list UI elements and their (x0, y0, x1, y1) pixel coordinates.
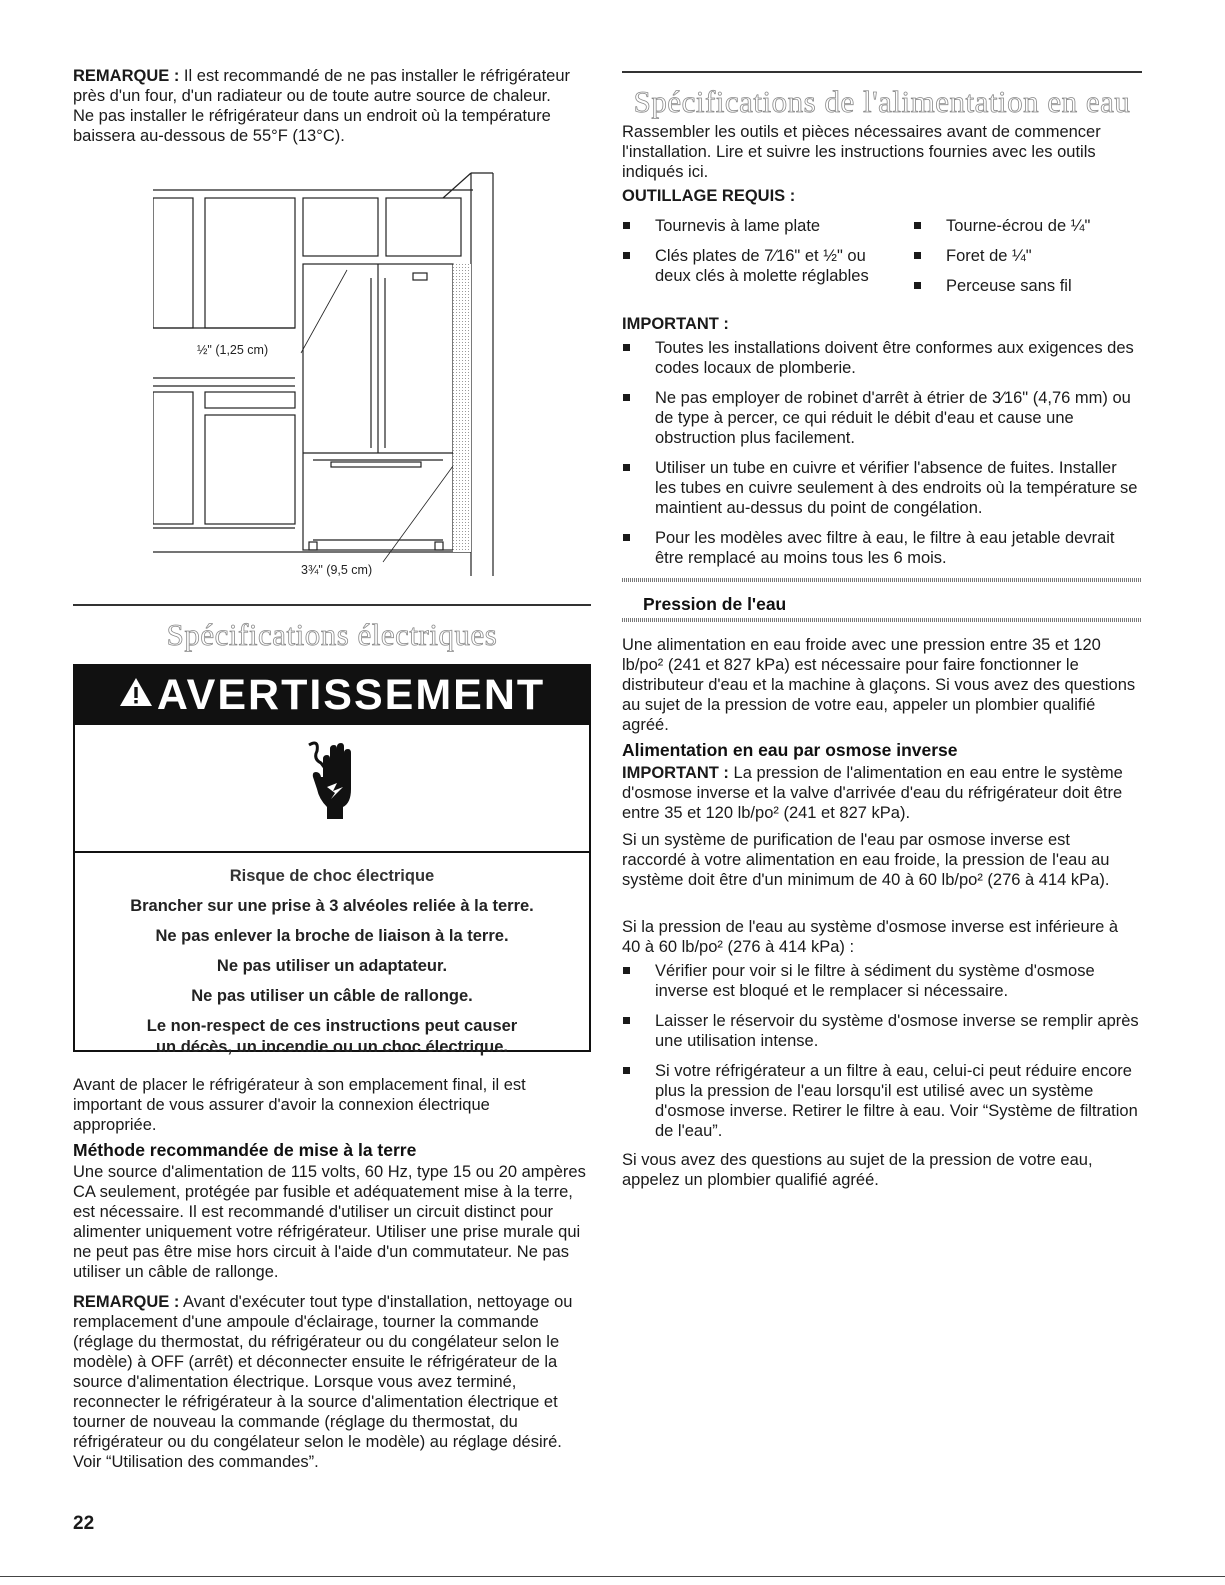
list-item: Tourne-écrou de ¼" (913, 216, 1143, 236)
warning-box (73, 664, 591, 1056)
list-item: Si votre réfrigérateur a un filtre à eau, celui-ci peut réduire encore plus la pression de l'eau lorsqu'il est utilisé avec un système d'osmose inverse. Retirer le filtre à eau. Voir “Système de filtration de l'eau”. (622, 1061, 1142, 1141)
pressure-rule-top (622, 578, 1142, 582)
closing-paragraph: Si vous avez des questions au sujet de la pression de votre eau, appelez un plombier qualifié agréé. (622, 1151, 1093, 1189)
list-item: Ne pas employer de robinet d'arrêt à étrier de 3⁄16" (4,76 mm) ou de type à percer, ce qui réduit le débit d'eau et cause une obstruction plus facilement. (622, 388, 1142, 448)
warning-header-text: AVERTISSEMENT (156, 671, 546, 719)
warning-consequence-line-2: un décès, un incendie ou un choc électrique. (155, 1038, 509, 1056)
important-list (622, 338, 1142, 568)
ro-important-text: La pression de l'alimentation en eau entre le système d'osmose inverse et la valve d'arrivée d'eau du réfrigérateur doit être entre 35 et 120 lb/po² (241 et 827 kPa). (622, 764, 1123, 822)
ro-list (622, 961, 1142, 1141)
list-item: Foret de ¼" (913, 246, 1143, 266)
tools-heading: OUTILLAGE REQUIS : (622, 187, 796, 205)
remark-text: Il est recommandé de ne pas installer le réfrigérateur près d'un four, d'un radiateur ou de toute autre source de chaleur. Ne pas installer le réfrigérateur dans un endroit où la température baissera au-dessous de 55°F (13°C). (73, 67, 571, 145)
water-section-title: Spécifications de l'alimentation en eau (633, 84, 1131, 119)
list-item: Clés plates de 7⁄16" et ½" ou deux clés à molette réglables (622, 246, 900, 286)
warning-line: Ne pas enlever la broche de liaison à la terre. (155, 927, 509, 945)
warning-line: Ne pas utiliser un câble de rallonge. (191, 987, 473, 1005)
electrical-section-title: Spécifications électriques (166, 617, 498, 652)
pressure-text: Une alimentation en eau froide avec une pression entre 35 et 120 lb/po² (241 et 827 kPa) est nécessaire pour faire fonctionner le distributeur d'eau et la machine à glaçons. Si vous avez des questions au sujet de la pression de votre eau, appeler un plombier qualifié agréé. (622, 636, 1136, 734)
ro-paragraph-1: Si un système de purification de l'eau par osmose inverse est raccordé à votre alimentation en eau froide, la pression de l'eau au système doit être d'un minimum de 40 à 60 lb/po² (276 à 414 kPa). (622, 831, 1110, 889)
section-divider (622, 71, 1142, 73)
list-item: Toutes les installations doivent être conformes aux exigences des codes locaux de plomberie. (622, 338, 1142, 378)
warning-text (75, 853, 589, 1058)
remark-label: REMARQUE : (73, 67, 180, 85)
remark-paragraph (73, 66, 573, 146)
list-item: Vérifier pour voir si le filtre à sédiment du système d'osmose inverse est bloqué et le remplacer si nécessaire. (622, 961, 1142, 1001)
warning-line: Risque de choc électrique (229, 867, 435, 885)
list-item: Tournevis à lame plate (622, 216, 904, 236)
grounding-heading: Méthode recommandée de mise à la terre (73, 1140, 417, 1160)
tools-list-left (622, 216, 904, 286)
ro-important-label: IMPORTANT : (622, 764, 729, 782)
important-heading: IMPORTANT : (622, 315, 729, 333)
list-item: Pour les modèles avec filtre à eau, le filtre à eau jetable devrait être remplacé au moins tous les 6 mois. (622, 528, 1142, 568)
list-item: Laisser le réservoir du système d'osmose inverse se remplir après une utilisation intense. (622, 1011, 1142, 1051)
remark2-label: REMARQUE : (73, 1293, 180, 1311)
warning-consequence-line-1: Le non-respect de ces instructions peut causer (146, 1017, 518, 1035)
page-number: 22 (73, 1513, 95, 1534)
water-intro: Rassembler les outils et pièces nécessaires avant de commencer l'installation. Lire et suivre les instructions fournies avec les outils indiqués ici. (622, 123, 1101, 181)
pressure-heading: Pression de l'eau (643, 594, 787, 614)
warning-line: Brancher sur une prise à 3 alvéoles reliée à la terre. (130, 897, 534, 915)
tools-list-right (913, 216, 1143, 296)
warning-pictogram (75, 725, 589, 853)
pressure-rule-bottom (622, 618, 1142, 622)
remark2-text: Avant d'exécuter tout type d'installation, nettoyage ou remplacement d'une ampoule d'éclairage, tourner la commande (réglage du thermostat, du réfrigérateur ou du congélateur selon le modèle) à OFF (arrêt) et déconnecter ensuite le réfrigérateur de la source d'alimentation électrique. Lorsque vous avez terminé, reconnecter le réfrigérateur à la source d'alimentation électrique et tourner de nouveau la commande (réglage du thermostat, du réfrigérateur ou du congélateur selon le modèle) au réglage désiré. Voir “Utilisation des commandes”. (73, 1293, 573, 1471)
warning-header (75, 666, 589, 725)
list-item: Utiliser un tube en cuivre et vérifier l'absence de fuites. Installer les tubes en cuivre seulement à des endroits où la température se maintient au-dessus du point de congélation. (622, 458, 1142, 518)
electrical-shock-hand-icon (307, 737, 361, 829)
page-bottom-line (0, 1576, 1225, 1577)
electrical-intro: Avant de placer le réfrigérateur à son emplacement final, il est important de vous assurer d'avoir la connexion électrique appropriée. (73, 1076, 526, 1134)
refrigerator-clearance-diagram (153, 168, 583, 588)
grounding-text: Une source d'alimentation de 115 volts, 60 Hz, type 15 ou 20 ampères CA seulement, protégée par fusible et adéquatement mise à la terre, est nécessaire. Il est recommandé d'utiliser un circuit distinct pour alimenter uniquement votre réfrigérateur. Utiliser une prise murale qui ne peut pas être mise hors circuit à l'aide d'un commutateur. Ne pas utiliser un câble de rallonge. (73, 1163, 586, 1281)
section-divider (73, 604, 591, 606)
reverse-osmosis-heading: Alimentation en eau par osmose inverse (622, 740, 958, 760)
ro-important-paragraph (622, 763, 1137, 823)
list-item: Perceuse sans fil (913, 276, 1143, 296)
diagram-label-bottom: 3¾" (9,5 cm) (301, 563, 373, 577)
warning-line: Ne pas utiliser un adaptateur. (216, 957, 448, 975)
warning-consequence (75, 1016, 589, 1058)
diagram-label-top: ½" (1,25 cm) (197, 343, 269, 357)
warning-triangle-icon (119, 664, 153, 723)
remark2-paragraph (73, 1292, 589, 1472)
ro-paragraph-2: Si la pression de l'eau au système d'osmose inverse est inférieure à 40 à 60 lb/po² (276 à 414 kPa) : (622, 918, 1119, 956)
